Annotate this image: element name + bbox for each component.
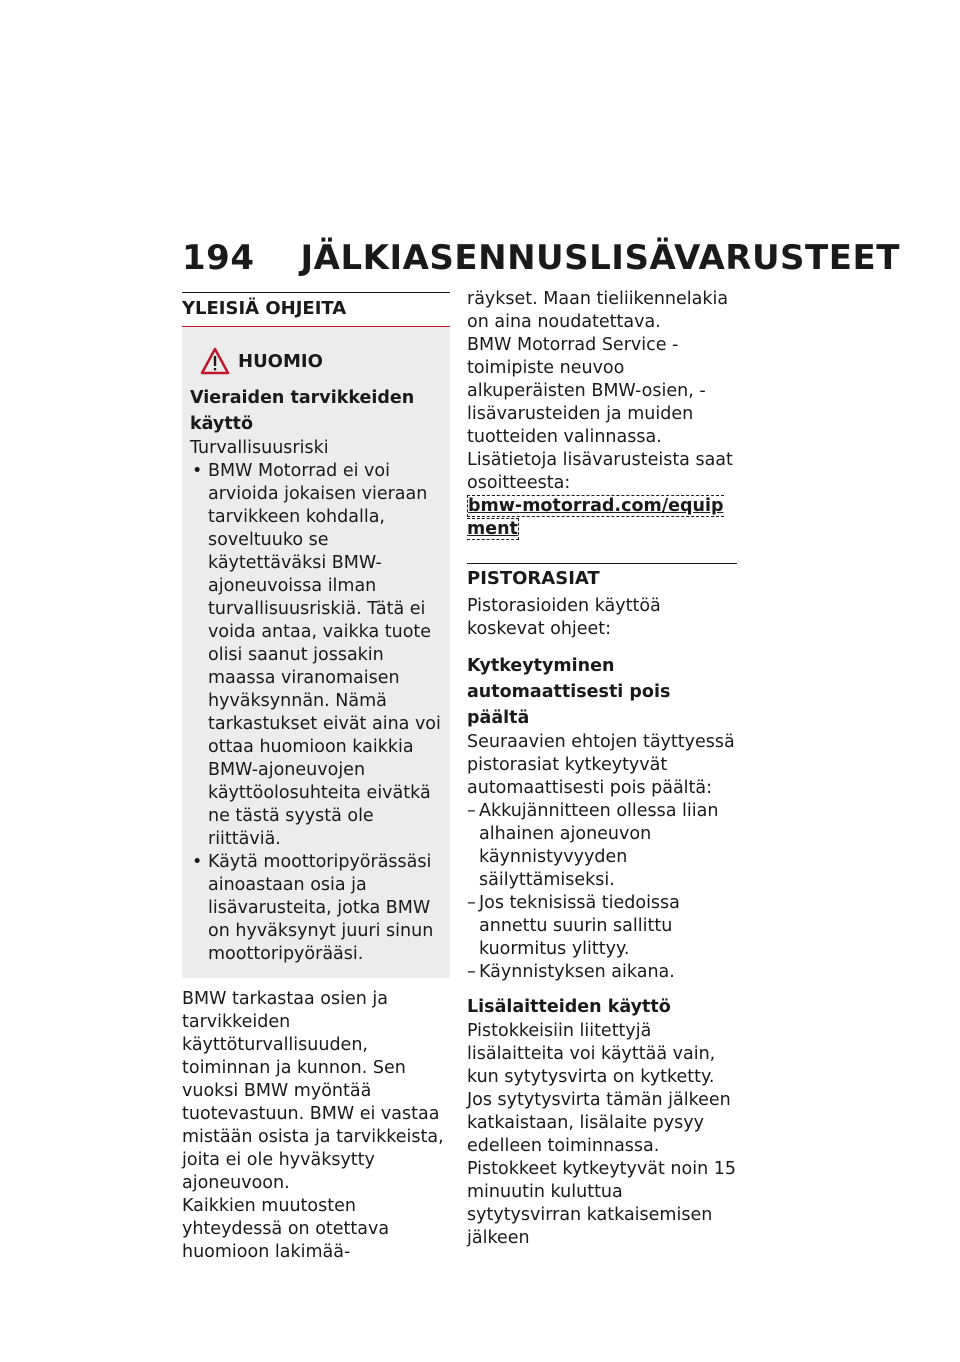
section-title-sockets: PISTORASIAT [467, 563, 737, 589]
right-column [467, 288, 737, 1250]
chapter-title: JÄLKIASENNUSLISÄVARUSTEET [300, 238, 900, 278]
notice-subtitle: Turvallisuusriski [190, 438, 329, 458]
equipment-link[interactable]: bmw-motorrad.com/equipment [467, 496, 724, 539]
body-paragraph: Seuraavien ehtojen täyttyessä pistorasiat kytkeytyvät automaattisesti pois päältä: [467, 732, 735, 798]
body-paragraph: räykset. Maan tieliikennelakia on aina noudatettava. [467, 289, 729, 332]
subsection-title: Kytkeytyminen automaattisesti pois päältä [467, 656, 671, 728]
list-item: • BMW Motorrad ei voi arvioida jokaisen vieraan tarvikkeen kohdalla, soveltuuko se käytettäväksi BMW-ajoneuvoissa ilman turvallisuusriskiä. Tätä ei voida antaa, vaikka tuote olisi saanut jossakin maassa viranomaisen hyväksynnän. Nämä tarkastukset eivät aina voi ottaa huomioon kaikkia BMW-ajoneuvojen käyttöolosuhteita eivätkä ne tästä syystä ole riittäviä. [190, 460, 442, 851]
left-column [182, 292, 450, 1264]
notice-label: HUOMIO [238, 350, 323, 372]
list-item: – Akkujännitteen ollessa liian alhainen ajoneuvon käynnistyvyyden säilyttämiseksi. [467, 800, 737, 892]
section-title-general: YLEISIÄ OHJEITA [182, 292, 450, 327]
body-paragraph: Pistorasioiden käyttöä koskevat ohjeet: [467, 596, 661, 639]
warning-notice [182, 327, 450, 978]
list-item: – Jos teknisissä tiedoissa annettu suurin sallittu kuormitus ylittyy. [467, 892, 737, 961]
notice-title: Vieraiden tarvikkeiden käyttö [190, 388, 415, 434]
page-number: 194 [182, 238, 255, 278]
subsection-title: Lisälaitteiden käyttö [467, 997, 671, 1017]
notice-bullets [190, 460, 442, 966]
body-paragraph: Lisätietoja lisävarusteista saat osoitteesta: [467, 450, 733, 493]
body-paragraph: Pistokkeisiin liitettyjä lisälaitteita voi käyttää vain, kun sytytysvirta on kytketty. Jos sytytysvirta tämän jälkeen katkaistaan, lisälaite pysyy edelleen toiminnassa. Pistokkeet kytkeytyvät noin 15 minuutin kuluttua sytytysvirran katkaisemisen jälkeen [467, 1021, 736, 1248]
notice-header [200, 343, 442, 379]
list-item: – Käynnistyksen aikana. [467, 961, 737, 984]
body-paragraph: BMW tarkastaa osien ja tarvikkeiden käyttöturvallisuuden, toiminnan ja kunnon. Sen vuoksi BMW myöntää tuotevastuun. BMW ei vastaa mistään osista ja tarvikkeista, joita ei ole hyväksytty ajoneuvoon. [182, 989, 444, 1193]
list-item: • Käytä moottoripyörässäsi ainoastaan osia ja lisävarusteita, jotka BMW on hyväksynyt juuri sinun moottoripyörääsi. [190, 851, 442, 966]
body-paragraph: BMW Motorrad Service -toimipiste neuvoo alkuperäisten BMW-osien, -lisävarusteiden ja muiden tuotteiden valinnassa. [467, 335, 706, 447]
page-header [182, 238, 900, 278]
warning-triangle-icon [200, 347, 230, 375]
condition-list [467, 800, 737, 984]
body-paragraph: Kaikkien muutosten yhteydessä on otettava huomioon lakimää- [182, 1196, 390, 1262]
